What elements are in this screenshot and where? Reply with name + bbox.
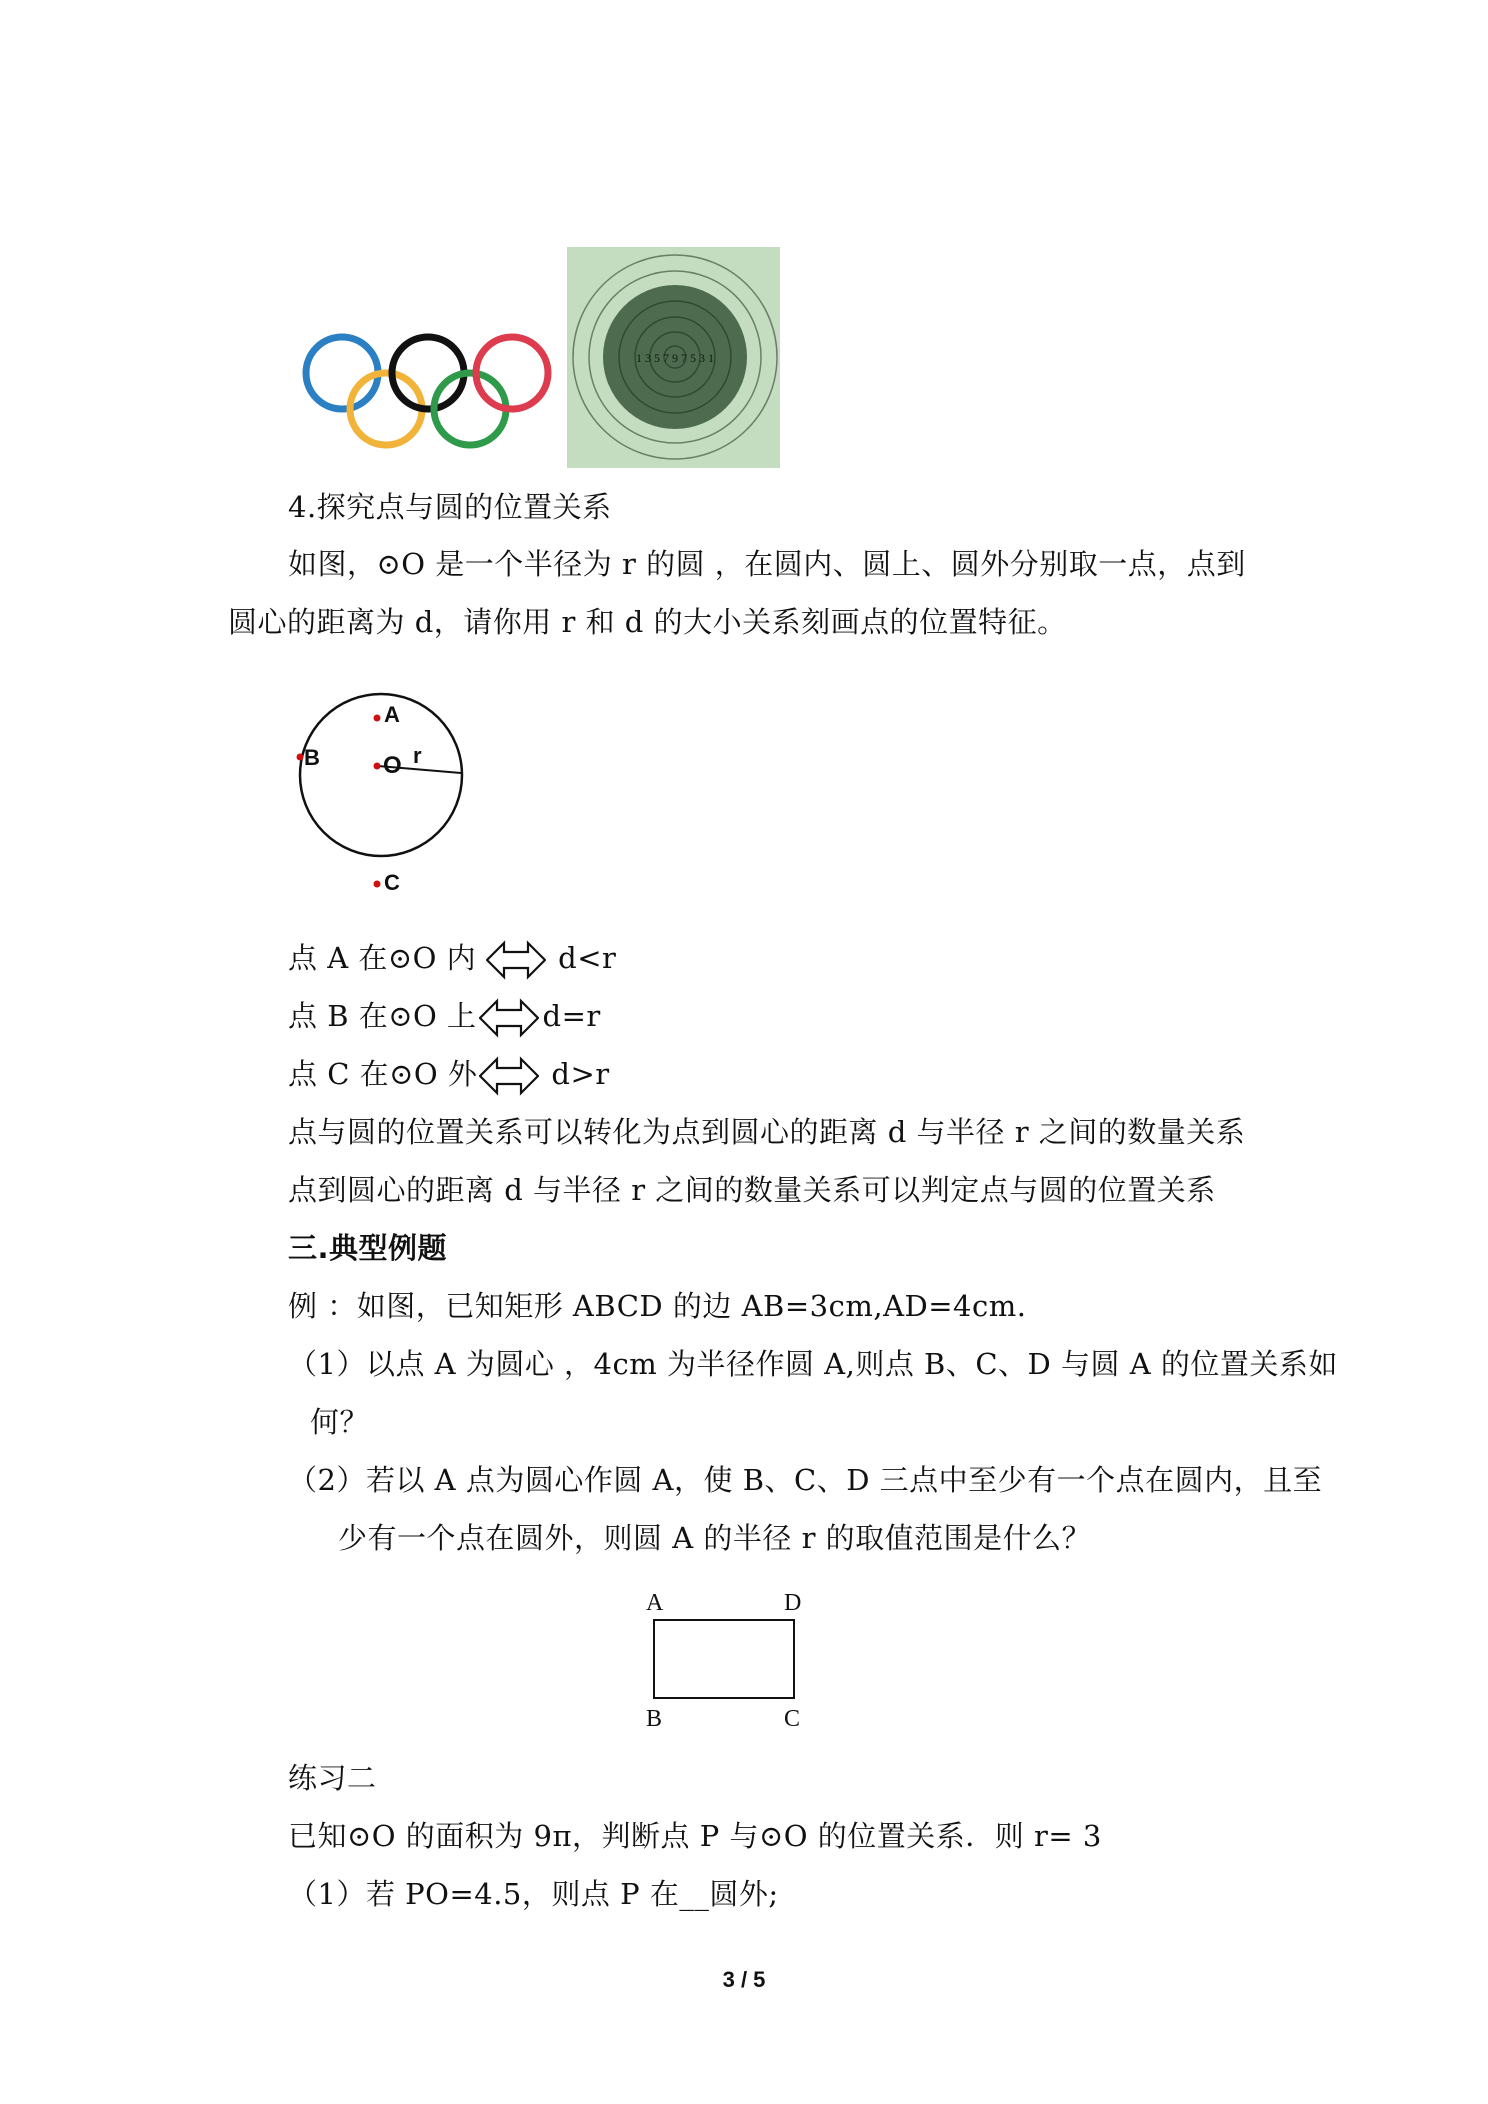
relation-right: d=r <box>542 999 601 1033</box>
double-arrow-icon <box>486 940 546 980</box>
question2-line2: 少有一个点在圆外，则圆 A 的半径 r 的取值范围是什么？ <box>338 1521 1092 1555</box>
section4-para-line1: 如图，⊙O 是一个半径为 r 的圆 ，在圆内、圆上、圆外分别取一点，点到 <box>288 547 1246 581</box>
summary-line2: 点到圆心的距离 d 与半径 r 之间的数量关系可以判定点与圆的位置关系 <box>288 1173 1216 1207</box>
rectangle-abcd <box>654 1620 794 1698</box>
rect-label-d: D <box>784 1590 802 1616</box>
relation-left: 点 B 在⊙O 上 <box>288 999 477 1033</box>
label-b: B <box>304 745 320 770</box>
point-a-dot <box>374 715 381 722</box>
ring-black <box>392 337 464 409</box>
ring-blue <box>306 337 378 409</box>
ring-green <box>434 373 506 445</box>
relation-right: d>r <box>551 1057 610 1091</box>
rectangle-figure <box>640 1580 810 1730</box>
practice-line1: 已知⊙O 的面积为 9π，判断点 P 与⊙O 的位置关系．则 r= 3 <box>288 1819 1102 1853</box>
rect-label-a: A <box>646 1590 664 1616</box>
example-statement: 例 ：如图，已知矩形 ABCD 的边 AB=3cm,AD=4cm. <box>288 1289 1027 1323</box>
question2-line1: （2）若以 A 点为圆心作圆 A，使 B、C、D 三点中至少有一个点在圆内，且至 <box>288 1463 1323 1497</box>
relation-right: d<r <box>558 941 617 975</box>
rect-label-c: C <box>784 1706 801 1730</box>
question1-line1: （1）以点 A 为圆心 ，4cm 为半径作圆 A,则点 B、C、D 与圆 A 的位置关系如 <box>288 1347 1338 1381</box>
page-number: 3 / 5 <box>722 1967 766 1992</box>
rect-label-b: B <box>646 1706 663 1730</box>
section4-heading: 4.探究点与圆的位置关系 <box>288 490 612 524</box>
label-r: r <box>413 743 422 768</box>
relation-row-outside <box>288 1054 610 1096</box>
target-number-label: 1 3 5 7 9 7 5 3 1 <box>636 351 714 365</box>
shooting-target-image <box>567 247 780 468</box>
label-a: A <box>384 702 400 727</box>
point-b-dot <box>297 754 304 761</box>
circle-figure <box>290 680 480 900</box>
label-o: O <box>383 752 402 779</box>
relation-row-on <box>288 996 601 1038</box>
practice-line2: （1）若 PO=4.5，则点 P 在__圆外; <box>288 1877 779 1911</box>
relation-row-inside <box>288 938 616 980</box>
practice-heading: 练习二 <box>288 1761 377 1795</box>
summary-line1: 点与圆的位置关系可以转化为点到圆心的距离 d 与半径 r 之间的数量关系 <box>288 1115 1246 1149</box>
olympic-rings-image <box>300 328 554 454</box>
double-arrow-icon <box>479 1056 539 1096</box>
section3-heading: 三.典型例题 <box>288 1231 448 1265</box>
double-arrow-icon <box>479 998 539 1038</box>
point-c-dot <box>374 881 381 888</box>
question1-line2: 何？ <box>310 1405 370 1439</box>
section4-para-line2: 圆心的距离为 d，请你用 r 和 d 的大小关系刻画点的位置特征。 <box>228 605 1067 639</box>
label-c: C <box>384 870 400 895</box>
ring-red <box>476 337 548 409</box>
relation-left: 点 A 在⊙O 内 <box>288 941 477 975</box>
relation-left: 点 C 在⊙O 外 <box>288 1057 478 1091</box>
ring-yellow <box>350 373 422 445</box>
circle-o <box>300 694 462 856</box>
point-o-dot <box>374 763 381 770</box>
